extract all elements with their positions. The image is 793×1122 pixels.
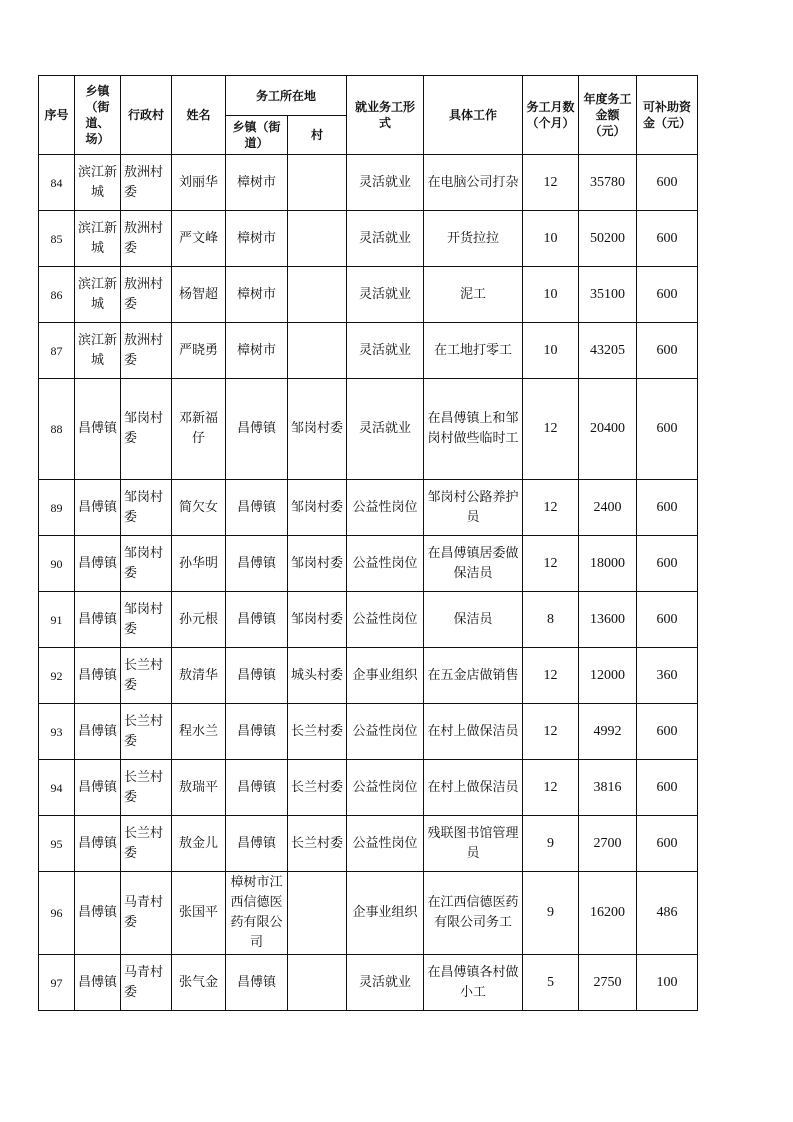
header-work-location: 务工所在地: [226, 76, 347, 116]
annual-amount-cell: 3816: [579, 760, 637, 816]
annual-amount-cell: 16200: [579, 872, 637, 955]
employment-form-cell: 灵活就业: [347, 211, 424, 267]
specific-work-cell: 在工地打零工: [424, 323, 523, 379]
months-cell: 8: [523, 592, 579, 648]
specific-work-cell: 邹岗村公路养护员: [424, 480, 523, 536]
work-village-cell: 长兰村委: [288, 816, 347, 872]
name-cell: 杨智超: [172, 267, 226, 323]
table-row: [39, 379, 698, 480]
months-cell: 12: [523, 536, 579, 592]
seq-cell: 94: [39, 760, 75, 816]
annual-amount-cell: 2400: [579, 480, 637, 536]
township-cell: 滨江新城: [75, 155, 121, 211]
seq-cell: 96: [39, 872, 75, 955]
name-cell: 严文峰: [172, 211, 226, 267]
header-annual-amount: 年度务工金额（元）: [579, 76, 637, 155]
header-specific-work: 具体工作: [424, 76, 523, 155]
name-cell: 敖金儿: [172, 816, 226, 872]
township-cell: 昌傅镇: [75, 760, 121, 816]
village-cell: 马青村委: [121, 955, 172, 1011]
village-cell: 敖洲村委: [121, 323, 172, 379]
months-cell: 12: [523, 704, 579, 760]
employment-form-cell: 企事业组织: [347, 872, 424, 955]
specific-work-cell: 保洁员: [424, 592, 523, 648]
header-subsidy: 可补助资金（元）: [637, 76, 698, 155]
work-township-cell: 樟树市: [226, 211, 288, 267]
township-cell: 昌傅镇: [75, 955, 121, 1011]
subsidy-cell: 600: [637, 211, 698, 267]
work-township-cell: 昌傅镇: [226, 379, 288, 480]
seq-cell: 85: [39, 211, 75, 267]
work-township-cell: 樟树市: [226, 323, 288, 379]
annual-amount-cell: 13600: [579, 592, 637, 648]
table-row: [39, 872, 698, 955]
village-cell: 邹岗村委: [121, 592, 172, 648]
table-row: [39, 648, 698, 704]
subsidy-table-sheet: [38, 75, 698, 1011]
subsidy-cell: 600: [637, 480, 698, 536]
subsidy-cell: 600: [637, 267, 698, 323]
annual-amount-cell: 2750: [579, 955, 637, 1011]
seq-cell: 89: [39, 480, 75, 536]
work-village-cell: 邹岗村委: [288, 592, 347, 648]
name-cell: 严晓勇: [172, 323, 226, 379]
village-cell: 敖洲村委: [121, 155, 172, 211]
township-cell: 滨江新城: [75, 211, 121, 267]
employment-form-cell: 公益性岗位: [347, 480, 424, 536]
name-cell: 刘丽华: [172, 155, 226, 211]
village-cell: 邹岗村委: [121, 536, 172, 592]
work-village-cell: 邹岗村委: [288, 480, 347, 536]
village-cell: 长兰村委: [121, 704, 172, 760]
annual-amount-cell: 18000: [579, 536, 637, 592]
table-row: [39, 480, 698, 536]
village-cell: 长兰村委: [121, 648, 172, 704]
months-cell: 5: [523, 955, 579, 1011]
table-row: [39, 816, 698, 872]
township-cell: 昌傅镇: [75, 872, 121, 955]
specific-work-cell: 在昌傅镇上和邹岗村做些临时工: [424, 379, 523, 480]
employment-form-cell: 公益性岗位: [347, 816, 424, 872]
work-township-cell: 樟树市江西信德医药有限公司: [226, 872, 288, 955]
work-village-cell: 邹岗村委: [288, 536, 347, 592]
annual-amount-cell: 4992: [579, 704, 637, 760]
township-cell: 昌傅镇: [75, 704, 121, 760]
header-seq: 序号: [39, 76, 75, 155]
months-cell: 12: [523, 379, 579, 480]
subsidy-cell: 600: [637, 323, 698, 379]
specific-work-cell: 在五金店做销售: [424, 648, 523, 704]
work-village-cell: [288, 155, 347, 211]
township-cell: 昌傅镇: [75, 379, 121, 480]
table-row: [39, 704, 698, 760]
header-village: 行政村: [121, 76, 172, 155]
work-township-cell: 昌傅镇: [226, 536, 288, 592]
annual-amount-cell: 35780: [579, 155, 637, 211]
name-cell: 张气金: [172, 955, 226, 1011]
employment-form-cell: 灵活就业: [347, 379, 424, 480]
village-cell: 长兰村委: [121, 816, 172, 872]
seq-cell: 95: [39, 816, 75, 872]
specific-work-cell: 在昌傅镇居委做保洁员: [424, 536, 523, 592]
header-work-village: 村: [288, 116, 347, 155]
work-township-cell: 樟树市: [226, 155, 288, 211]
seq-cell: 88: [39, 379, 75, 480]
months-cell: 12: [523, 760, 579, 816]
subsidy-cell: 100: [637, 955, 698, 1011]
subsidy-cell: 600: [637, 155, 698, 211]
work-village-cell: 长兰村委: [288, 760, 347, 816]
name-cell: 程水兰: [172, 704, 226, 760]
header-months: 务工月数（个月）: [523, 76, 579, 155]
work-village-cell: 长兰村委: [288, 704, 347, 760]
specific-work-cell: 开货拉拉: [424, 211, 523, 267]
seq-cell: 92: [39, 648, 75, 704]
table-row: [39, 155, 698, 211]
township-cell: 昌傅镇: [75, 648, 121, 704]
seq-cell: 87: [39, 323, 75, 379]
specific-work-cell: 泥工: [424, 267, 523, 323]
employment-form-cell: 灵活就业: [347, 155, 424, 211]
months-cell: 10: [523, 211, 579, 267]
table-row: [39, 267, 698, 323]
header-name: 姓名: [172, 76, 226, 155]
months-cell: 9: [523, 816, 579, 872]
employment-form-cell: 公益性岗位: [347, 704, 424, 760]
village-cell: 敖洲村委: [121, 211, 172, 267]
seq-cell: 84: [39, 155, 75, 211]
table-body: [39, 155, 698, 1011]
name-cell: 张国平: [172, 872, 226, 955]
village-cell: 长兰村委: [121, 760, 172, 816]
township-cell: 滨江新城: [75, 267, 121, 323]
annual-amount-cell: 2700: [579, 816, 637, 872]
employment-form-cell: 灵活就业: [347, 267, 424, 323]
township-cell: 昌傅镇: [75, 592, 121, 648]
seq-cell: 93: [39, 704, 75, 760]
annual-amount-cell: 20400: [579, 379, 637, 480]
header-township: 乡镇（街道、场）: [75, 76, 121, 155]
annual-amount-cell: 35100: [579, 267, 637, 323]
subsidy-cell: 600: [637, 592, 698, 648]
township-cell: 昌傅镇: [75, 816, 121, 872]
annual-amount-cell: 12000: [579, 648, 637, 704]
specific-work-cell: 在江西信德医药有限公司务工: [424, 872, 523, 955]
name-cell: 孙华明: [172, 536, 226, 592]
work-village-cell: 城头村委: [288, 648, 347, 704]
subsidy-cell: 486: [637, 872, 698, 955]
employment-form-cell: 企事业组织: [347, 648, 424, 704]
name-cell: 邓新福仔: [172, 379, 226, 480]
name-cell: 敖瑞平: [172, 760, 226, 816]
township-cell: 滨江新城: [75, 323, 121, 379]
work-village-cell: [288, 211, 347, 267]
table-row: [39, 323, 698, 379]
table-row: [39, 955, 698, 1011]
employment-form-cell: 灵活就业: [347, 323, 424, 379]
seq-cell: 86: [39, 267, 75, 323]
subsidy-cell: 600: [637, 816, 698, 872]
work-township-cell: 昌傅镇: [226, 955, 288, 1011]
months-cell: 10: [523, 323, 579, 379]
subsidy-cell: 600: [637, 536, 698, 592]
specific-work-cell: 在村上做保洁员: [424, 704, 523, 760]
specific-work-cell: 残联图书馆管理员: [424, 816, 523, 872]
village-cell: 敖洲村委: [121, 267, 172, 323]
specific-work-cell: 在村上做保洁员: [424, 760, 523, 816]
subsidy-cell: 360: [637, 648, 698, 704]
employment-form-cell: 公益性岗位: [347, 536, 424, 592]
annual-amount-cell: 43205: [579, 323, 637, 379]
work-township-cell: 昌傅镇: [226, 704, 288, 760]
subsidy-cell: 600: [637, 704, 698, 760]
seq-cell: 90: [39, 536, 75, 592]
employment-form-cell: 公益性岗位: [347, 592, 424, 648]
specific-work-cell: 在电脑公司打杂: [424, 155, 523, 211]
work-township-cell: 昌傅镇: [226, 480, 288, 536]
table-row: [39, 211, 698, 267]
village-cell: 邹岗村委: [121, 480, 172, 536]
subsidy-cell: 600: [637, 760, 698, 816]
months-cell: 12: [523, 648, 579, 704]
table-row: [39, 592, 698, 648]
employment-form-cell: 公益性岗位: [347, 760, 424, 816]
months-cell: 12: [523, 480, 579, 536]
work-village-cell: 邹岗村委: [288, 379, 347, 480]
village-cell: 马青村委: [121, 872, 172, 955]
months-cell: 9: [523, 872, 579, 955]
name-cell: 孙元根: [172, 592, 226, 648]
work-village-cell: [288, 955, 347, 1011]
header-row-1: [39, 76, 698, 116]
table-row: [39, 760, 698, 816]
subsidy-cell: 600: [637, 379, 698, 480]
work-township-cell: 樟树市: [226, 267, 288, 323]
annual-amount-cell: 50200: [579, 211, 637, 267]
months-cell: 12: [523, 155, 579, 211]
work-village-cell: [288, 323, 347, 379]
work-township-cell: 昌傅镇: [226, 816, 288, 872]
employment-subsidy-table: [38, 75, 698, 1011]
work-village-cell: [288, 267, 347, 323]
name-cell: 简欠女: [172, 480, 226, 536]
township-cell: 昌傅镇: [75, 480, 121, 536]
work-township-cell: 昌傅镇: [226, 592, 288, 648]
months-cell: 10: [523, 267, 579, 323]
employment-form-cell: 灵活就业: [347, 955, 424, 1011]
header-work-township: 乡镇（街道）: [226, 116, 288, 155]
work-township-cell: 昌傅镇: [226, 648, 288, 704]
name-cell: 敖清华: [172, 648, 226, 704]
village-cell: 邹岗村委: [121, 379, 172, 480]
work-village-cell: [288, 872, 347, 955]
table-row: [39, 536, 698, 592]
township-cell: 昌傅镇: [75, 536, 121, 592]
seq-cell: 91: [39, 592, 75, 648]
specific-work-cell: 在昌傅镇各村做小工: [424, 955, 523, 1011]
work-township-cell: 昌傅镇: [226, 760, 288, 816]
seq-cell: 97: [39, 955, 75, 1011]
header-employment-form: 就业务工形式: [347, 76, 424, 155]
